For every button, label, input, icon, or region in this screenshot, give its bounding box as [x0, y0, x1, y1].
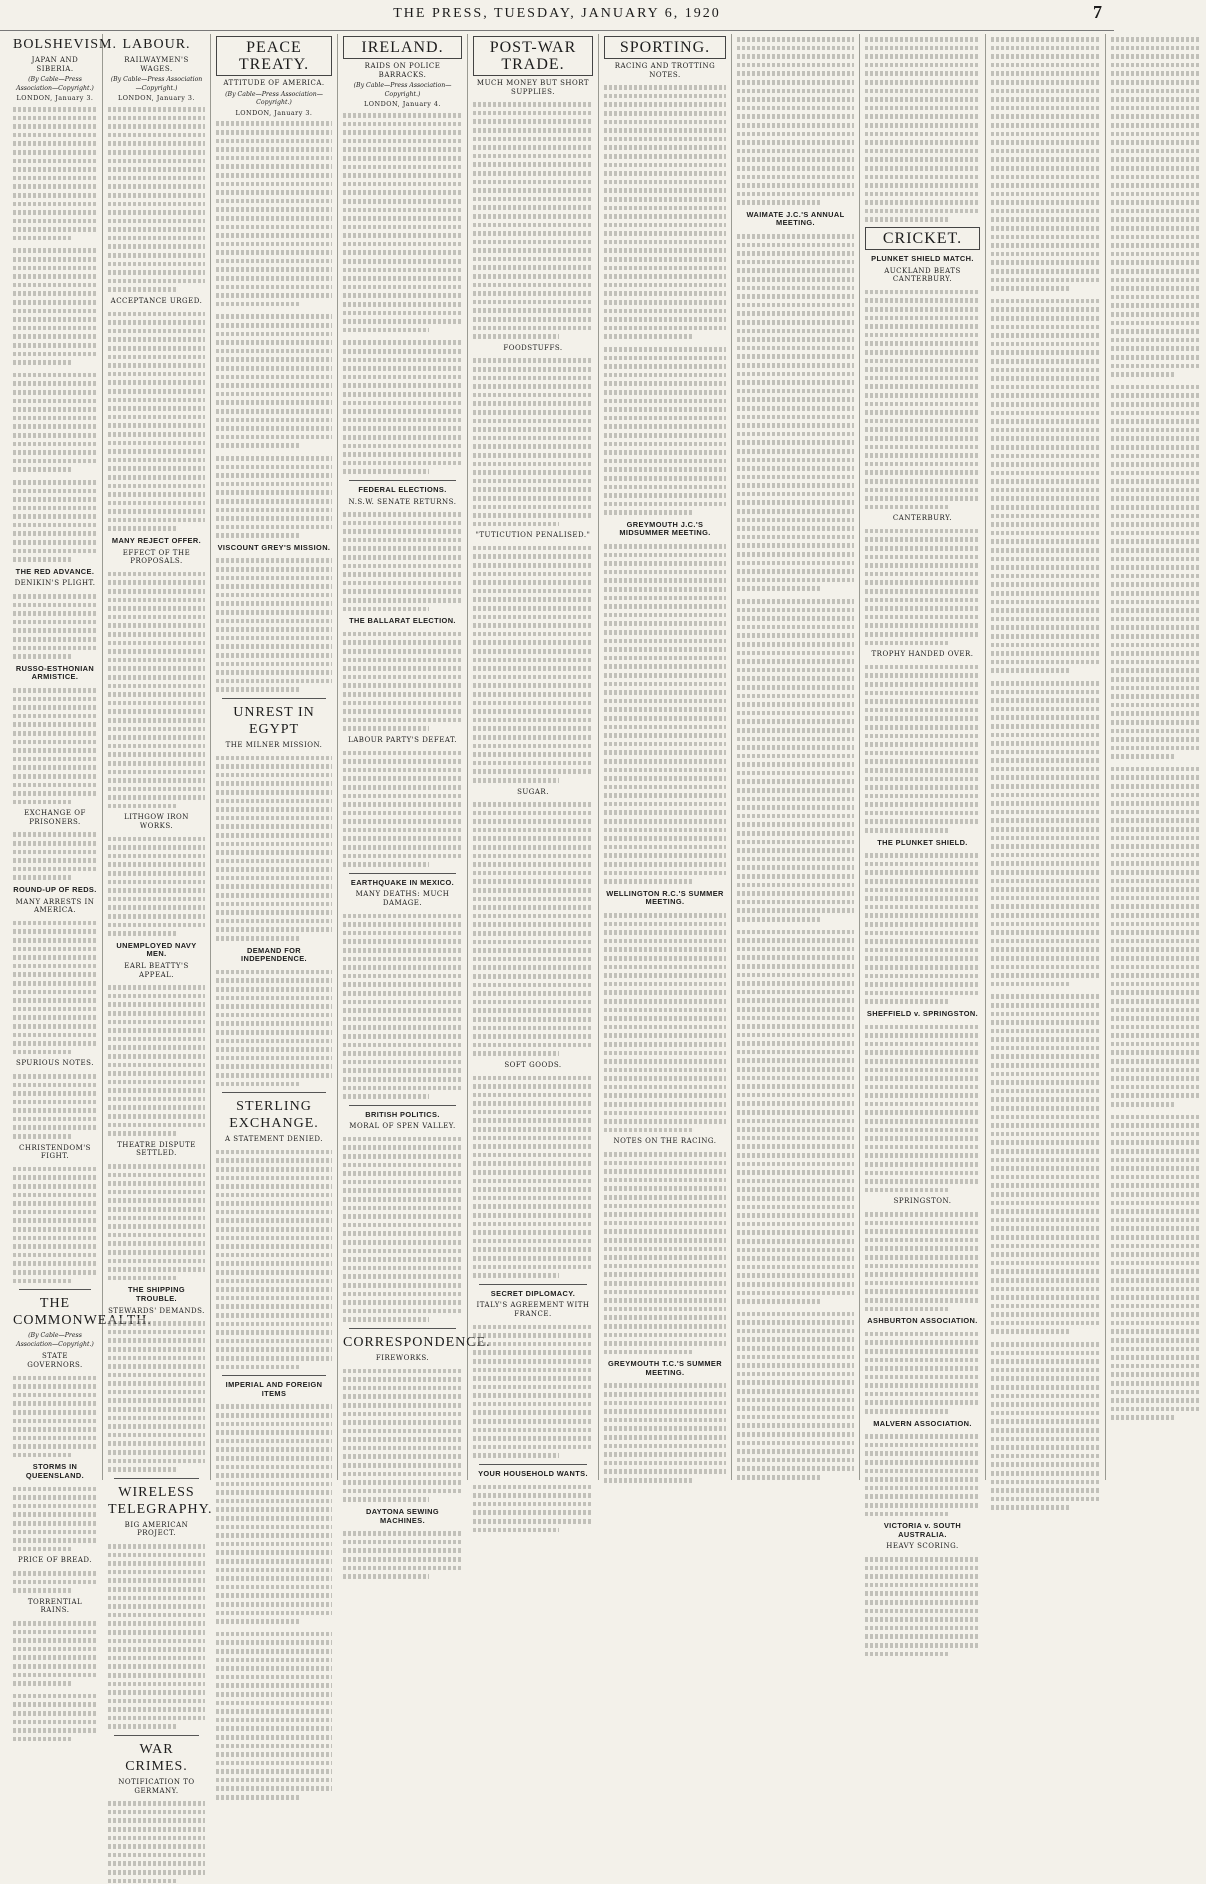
article-body-text — [13, 370, 97, 473]
article-headline: WIRELESS TELEGRAPHY. — [108, 1484, 213, 1517]
article-body-text — [216, 453, 332, 539]
article-body-text — [343, 1366, 462, 1504]
article-subheading: THE SHIPPING TROUBLE. — [128, 1285, 185, 1303]
column-rule — [349, 1328, 456, 1329]
article-body-text — [1111, 1112, 1201, 1421]
article-body-text — [13, 245, 97, 365]
article-body-text — [216, 1401, 332, 1624]
article-subheading: VISCOUNT GREY'S MISSION. — [217, 542, 331, 552]
article-subheading: WELLINGTON R.C.'S SUMMER MEETING. — [606, 888, 724, 907]
cable-credit: (By Cable—Press Association—Copyright.) — [16, 1332, 94, 1348]
article-body-text — [108, 1798, 205, 1884]
newspaper-title: THE PRESS, TUESDAY, JANUARY 6, 1920 — [393, 6, 721, 21]
article-body-text — [865, 662, 980, 834]
article-kicker: MORAL OF SPEN VALLEY. — [349, 1122, 456, 1131]
article-body-text — [865, 287, 980, 510]
article-subheading: MANY REJECT OFFER. — [111, 536, 202, 546]
article-kicker: EXCHANGE OF PRISONERS. — [24, 809, 86, 826]
article-subheading: GREYMOUTH T.C.'S SUMMER MEETING. — [607, 1359, 723, 1377]
article-body-text — [108, 104, 205, 293]
page-number: 7 — [1093, 2, 1102, 22]
column-3 — [211, 34, 338, 1480]
article-body-text — [108, 982, 205, 1137]
article-body-text — [991, 1339, 1100, 1511]
article-body-text — [865, 34, 980, 223]
article-kicker: JAPAN AND SIBERIA. — [31, 56, 79, 73]
column-5 — [468, 34, 599, 1480]
article-kicker: ACCEPTANCE URGED. — [110, 297, 203, 306]
masthead — [0, 0, 1114, 31]
article-body-text — [343, 1528, 462, 1580]
article-subheading: EARTHQUAKE IN MEXICO. — [350, 877, 455, 887]
article-kicker: HEAVY SCORING. — [886, 1542, 959, 1551]
article-body-text — [865, 1329, 980, 1415]
article-kicker: TORRENTIAL RAINS. — [27, 1597, 83, 1615]
column-rule — [222, 1375, 326, 1376]
article-body-text — [343, 1134, 462, 1323]
article-subheading: THE RED ADVANCE. — [15, 566, 95, 576]
column-rule — [479, 1464, 587, 1465]
article-body-text — [13, 1568, 97, 1594]
article-body-text — [865, 850, 980, 1005]
article-subheading: IMPERIAL AND FOREIGN ITEMS — [225, 1380, 323, 1398]
article-headline: WAR CRIMES. — [125, 1742, 188, 1775]
article-kicker: SOFT GOODS. — [504, 1060, 562, 1069]
article-body-text — [865, 1431, 980, 1517]
article-subheading: UNEMPLOYED NAVY MEN. — [116, 940, 197, 959]
article-kicker: NOTES ON THE RACING. — [613, 1137, 717, 1146]
cable-credit: (By Cable—Press Association—Copyright.) — [225, 90, 323, 107]
column-rule — [222, 1092, 326, 1093]
article-body-text — [991, 34, 1100, 292]
article-body-text — [737, 1309, 854, 1481]
column-rule — [349, 1105, 456, 1106]
article-headline: CRICKET. — [865, 227, 980, 250]
article-kicker: MANY ARRESTS IN AMERICA. — [15, 897, 95, 915]
article-dateline: LONDON, January 3. — [118, 94, 195, 103]
article-headline: CORRESPONDENCE. — [343, 1334, 491, 1350]
article-body-text — [108, 1541, 205, 1730]
article-subheading: PLUNKET SHIELD MATCH. — [871, 254, 974, 264]
article-kicker: MUCH MONEY BUT SHORT SUPPLIES. — [476, 79, 590, 96]
column-4 — [338, 34, 491, 1525]
article-body-text — [865, 526, 980, 646]
article-kicker: LABOUR PARTY'S DEFEAT. — [348, 735, 457, 744]
article-body-text — [1111, 34, 1201, 378]
article-kicker: BIG AMERICAN PROJECT. — [124, 1520, 189, 1538]
article-body-text — [737, 927, 854, 1305]
column-rule — [479, 1284, 587, 1285]
article-body-text — [604, 344, 726, 516]
article-body-text — [604, 1149, 726, 1355]
article-headline: LABOUR. — [122, 37, 191, 52]
article-body-text — [108, 1318, 205, 1473]
article-subheading: VICTORIA v. SOUTH AUSTRALIA. — [883, 1521, 962, 1539]
article-subheading: BRITISH POLITICS. — [365, 1109, 440, 1119]
article-body-text — [13, 477, 97, 563]
article-kicker: AUCKLAND BEATS CANTERBURY. — [884, 266, 961, 284]
article-body-text — [737, 231, 854, 592]
article-body-text — [13, 829, 97, 881]
article-body-text — [216, 967, 332, 1087]
article-kicker: RACING AND TROTTING NOTES. — [614, 62, 716, 79]
article-body-text — [865, 1554, 980, 1657]
article-subheading: SECRET DIPLOMACY. — [490, 1288, 576, 1298]
column-1 — [8, 34, 152, 1615]
article-subheading: FEDERAL ELECTIONS. — [358, 484, 447, 494]
article-kicker: THE MILNER MISSION. — [225, 740, 323, 749]
article-headline: POST-WAR TRADE. — [473, 36, 593, 76]
article-headline: PEACE TREATY. — [216, 36, 332, 76]
article-body-text — [991, 296, 1100, 674]
article-kicker: MANY DEATHS: MUCH DAMAGE. — [355, 890, 450, 908]
article-body-text — [473, 355, 593, 527]
article-body-text — [108, 309, 205, 532]
article-headline: IRELAND. — [343, 36, 462, 59]
article-kicker: DENIKIN'S PLIGHT. — [14, 579, 96, 588]
column-rule — [114, 1478, 199, 1479]
article-body-text — [216, 118, 332, 307]
article-body-text — [343, 110, 462, 333]
article-kicker: STEWARDS' DEMANDS. — [108, 1306, 205, 1315]
article-kicker: EARL BEATTY'S APPEAL. — [124, 961, 189, 979]
article-body-text — [473, 1322, 593, 1460]
article-kicker: SPURIOUS NOTES. — [16, 1059, 94, 1068]
article-body-text — [13, 104, 97, 242]
article-body-text — [343, 509, 462, 612]
column-6 — [599, 34, 732, 1480]
article-kicker: SPRINGSTON. — [893, 1197, 952, 1206]
article-body-text — [13, 1691, 97, 1743]
article-body-text — [473, 543, 593, 784]
article-kicker: ATTITUDE OF AMERICA. — [223, 79, 325, 87]
article-body-text — [865, 1209, 980, 1312]
article-kicker: EFFECT OF THE PROPOSALS. — [122, 548, 191, 566]
article-kicker: PRICE OF BREAD. — [18, 1556, 92, 1565]
article-dateline: LONDON, January 4. — [364, 100, 441, 109]
article-kicker: ITALY'S AGREEMENT WITH FRANCE. — [476, 1301, 590, 1318]
article-subheading: RUSSO-ESTHONIAN ARMISTICE. — [15, 663, 95, 682]
article-kicker: RAILWAYMEN'S WAGES. — [124, 56, 189, 73]
article-body-text — [216, 1147, 332, 1370]
article-subheading: GREYMOUTH J.C.'S MIDSUMMER MEETING. — [619, 519, 711, 538]
article-body-text — [343, 629, 462, 732]
article-kicker: NOTIFICATION TO GERMANY. — [118, 1778, 195, 1795]
cable-credit: (By Cable—Press Association—Copyright.) — [16, 76, 94, 92]
article-headline: UNREST IN EGYPT — [233, 704, 315, 737]
article-body-text — [13, 918, 97, 1056]
column-9 — [986, 34, 1106, 1480]
article-body-text — [13, 1373, 97, 1459]
article-subheading: DEMAND FOR INDEPENDENCE. — [241, 945, 307, 964]
article-body-text — [473, 1073, 593, 1279]
article-subheading: THE BALLARAT ELECTION. — [349, 616, 456, 626]
article-kicker: RAIDS ON POLICE BARRACKS. — [364, 62, 441, 79]
article-body-text — [13, 1618, 97, 1687]
article-body-text — [604, 910, 726, 1133]
article-body-text — [473, 1482, 593, 1534]
article-body-text — [343, 337, 462, 475]
article-body-text — [473, 799, 593, 1057]
article-dateline: LONDON, January 3. — [235, 108, 313, 117]
article-subheading: ASHBURTON ASSOCIATION. — [867, 1316, 978, 1326]
article-kicker: THEATRE DISPUTE SETTLED. — [117, 1140, 196, 1158]
column-rule — [349, 873, 456, 874]
article-headline: THE COMMONWEALTH. — [13, 1296, 152, 1329]
article-subheading: STORMS IN QUEENSLAND. — [25, 1462, 85, 1481]
article-kicker: FIREWORKS. — [375, 1353, 430, 1362]
column-10 — [1106, 34, 1206, 1480]
article-body-text — [216, 311, 332, 449]
article-kicker: TROPHY HANDED OVER. — [871, 650, 974, 659]
article-body-text — [216, 1629, 332, 1801]
article-body-text — [13, 1164, 97, 1284]
article-body-text — [108, 1161, 205, 1281]
article-body-text — [604, 82, 726, 340]
newspaper-columns — [8, 34, 1106, 1795]
article-kicker: CANTERBURY. — [892, 514, 953, 523]
column-rule — [19, 1289, 91, 1290]
article-kicker: STATE GOVERNORS. — [27, 1352, 83, 1369]
article-subheading: THE PLUNKET SHIELD. — [877, 837, 968, 847]
article-body-text — [1111, 382, 1201, 760]
article-kicker: "TUTICUTION PENALISED." — [475, 531, 591, 540]
article-subheading: WAIMATE J.C.'S ANNUAL MEETING. — [746, 209, 845, 228]
article-body-text — [343, 911, 462, 1100]
article-kicker: FOODSTUFFS. — [503, 343, 563, 352]
column-2 — [103, 34, 213, 1795]
article-body-text — [604, 541, 726, 885]
article-subheading: DAYTONA SEWING MACHINES. — [365, 1507, 440, 1525]
article-body-text — [108, 834, 205, 937]
article-subheading: YOUR HOUSEHOLD WANTS. — [478, 1469, 588, 1479]
article-body-text — [737, 34, 854, 206]
article-body-text — [991, 991, 1100, 1335]
article-kicker: LITHGOW IRON WORKS. — [124, 813, 189, 831]
article-body-text — [604, 1380, 726, 1483]
article-kicker: A STATEMENT DENIED. — [225, 1135, 323, 1144]
article-headline: SPORTING. — [604, 36, 726, 59]
column-8 — [860, 34, 986, 1551]
column-rule — [114, 1735, 199, 1736]
cable-credit: (By Cable—Press Association—Copyright.) — [110, 76, 203, 92]
article-body-text — [216, 555, 332, 693]
article-body-text — [13, 1484, 97, 1553]
article-headline: BOLSHEVISM. — [13, 37, 117, 52]
column-rule — [222, 698, 326, 699]
article-body-text — [108, 569, 205, 810]
article-body-text — [865, 1022, 980, 1194]
article-body-text — [991, 678, 1100, 987]
article-kicker: N.S.W. SENATE RETURNS. — [348, 497, 457, 506]
column-7 — [732, 34, 860, 1480]
article-body-text — [13, 1071, 97, 1140]
article-headline: STERLING EXCHANGE. — [229, 1099, 319, 1132]
article-kicker: SUGAR. — [517, 787, 549, 796]
article-body-text — [473, 99, 593, 340]
article-subheading: MALVERN ASSOCIATION. — [873, 1418, 972, 1428]
article-body-text — [216, 753, 332, 942]
cable-credit: (By Cable—Press Association—Copyright.) — [353, 82, 452, 98]
article-subheading: ROUND-UP OF REDS. — [13, 885, 97, 895]
article-body-text — [737, 596, 854, 923]
article-body-text — [343, 748, 462, 868]
article-subheading: SHEFFIELD v. SPRINGSTON. — [866, 1008, 979, 1018]
article-kicker: CHRISTENDOM'S FIGHT. — [19, 1143, 91, 1161]
article-body-text — [13, 591, 97, 660]
article-dateline: LONDON, January 3. — [16, 94, 94, 103]
column-rule — [349, 480, 456, 481]
article-body-text — [13, 685, 97, 805]
article-body-text — [1111, 764, 1201, 1108]
